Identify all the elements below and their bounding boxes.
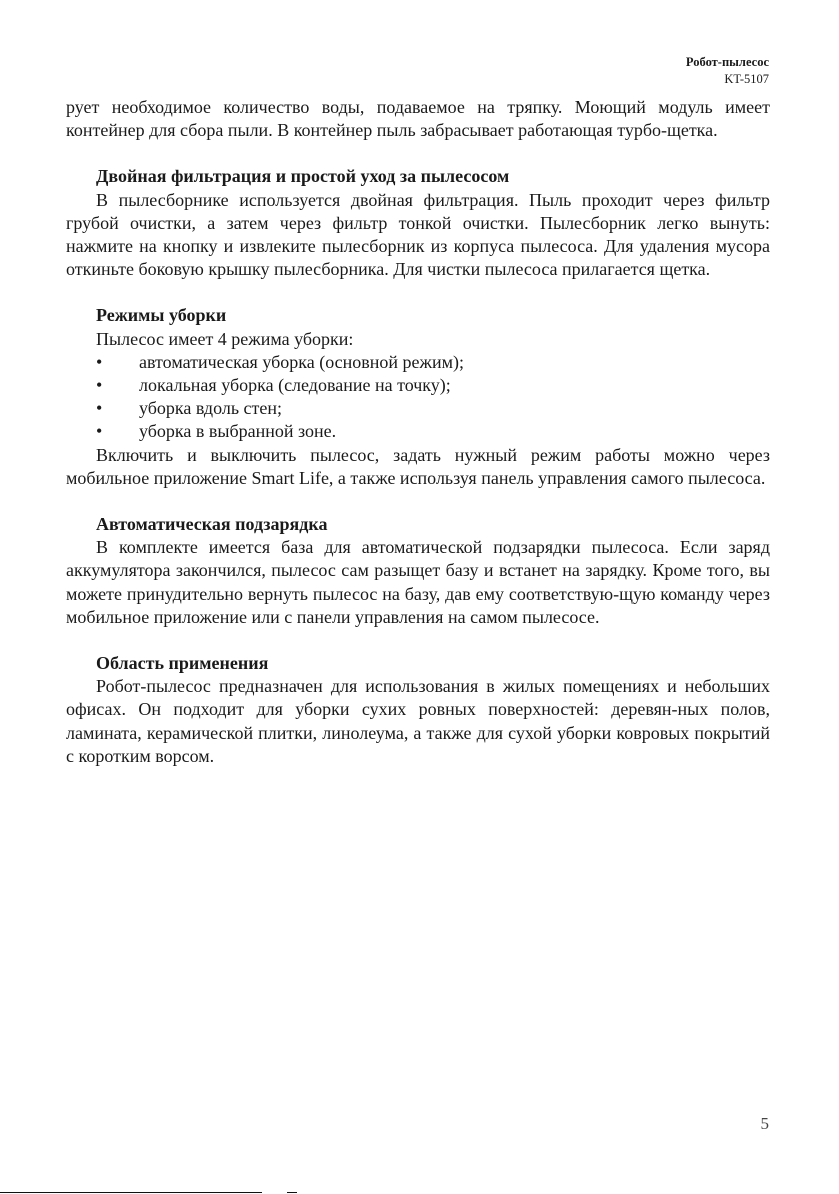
modes-intro: Пылесос имеет 4 режима уборки: — [96, 328, 354, 349]
header-model: KT-5107 — [724, 72, 769, 86]
running-header — [686, 54, 769, 88]
footer-divider — [0, 1192, 262, 1193]
section-usage — [66, 652, 770, 768]
modes-list — [66, 351, 770, 444]
page-content — [66, 96, 770, 768]
section-paragraph: Включить и выключить пылесос, задать нужный режим работы можно через мобильное приложение Smart Life, а также используя панель управления самого пылесоса. — [66, 444, 770, 488]
list-item — [66, 420, 770, 443]
list-item — [66, 351, 770, 374]
section-heading: Режимы уборки — [96, 305, 227, 326]
list-item-text: уборка вдоль стен; — [139, 398, 283, 419]
list-item-text: автоматическая уборка (основной режим); — [139, 351, 464, 372]
section-heading: Область применения — [96, 653, 269, 674]
section-heading: Двойная фильтрация и простой уход за пылесосом — [96, 166, 510, 187]
section-modes — [66, 304, 770, 490]
footer-mark — [287, 1192, 297, 1193]
bullet-icon: • — [96, 375, 103, 396]
intro-paragraph: рует необходимое количество воды, подаваемое на тряпку. Моющий модуль имеет контейнер для сбора пыли. В контейнер пыль забрасывает работающая турбо-щетка. — [66, 97, 770, 141]
bullet-icon: • — [96, 398, 103, 419]
header-title: Робот-пылесос — [685, 55, 769, 69]
section-filtration — [66, 165, 770, 281]
page-number: 5 — [760, 1114, 769, 1133]
list-item — [66, 374, 770, 397]
list-item — [66, 397, 770, 420]
bullet-icon: • — [96, 351, 103, 372]
section-charging — [66, 513, 770, 629]
section-heading: Автоматическая подзарядка — [96, 514, 328, 535]
section-paragraph: Робот-пылесос предназначен для использования в жилых помещениях и небольших офисах. Он подходит для уборки сухих ровных поверхностей: деревян-ных полов, ламината, керамической плитки, линолеума, а также для сухой уборки ковровых покрытий с коротким ворсом. — [66, 676, 770, 766]
section-paragraph: В пылесборнике используется двойная фильтрация. Пыль проходит через фильтр грубой очистки, а затем через фильтр тонкой очистки. Пылесборник легко вынуть: нажмите на кнопку и извлеките пылесборник из корпуса пылесоса. Для удаления мусора откиньте боковую крышку пылесборника. Для чистки пылесоса прилагается щетка. — [66, 189, 770, 280]
list-item-text: уборка в выбранной зоне. — [139, 421, 337, 442]
list-item-text: локальная уборка (следование на точку); — [139, 375, 451, 396]
bullet-icon: • — [96, 421, 103, 442]
section-paragraph: В комплекте имеется база для автоматической подзарядки пылесоса. Если заряд аккумулятора закончился, пылесос сам разыщет базу и встанет на зарядку. Кроме того, вы можете принудительно вернуть пылесос на базу, дав ему соответствую-щую команду через мобильное приложение или с панели управления на самом пылесосе. — [66, 537, 770, 627]
